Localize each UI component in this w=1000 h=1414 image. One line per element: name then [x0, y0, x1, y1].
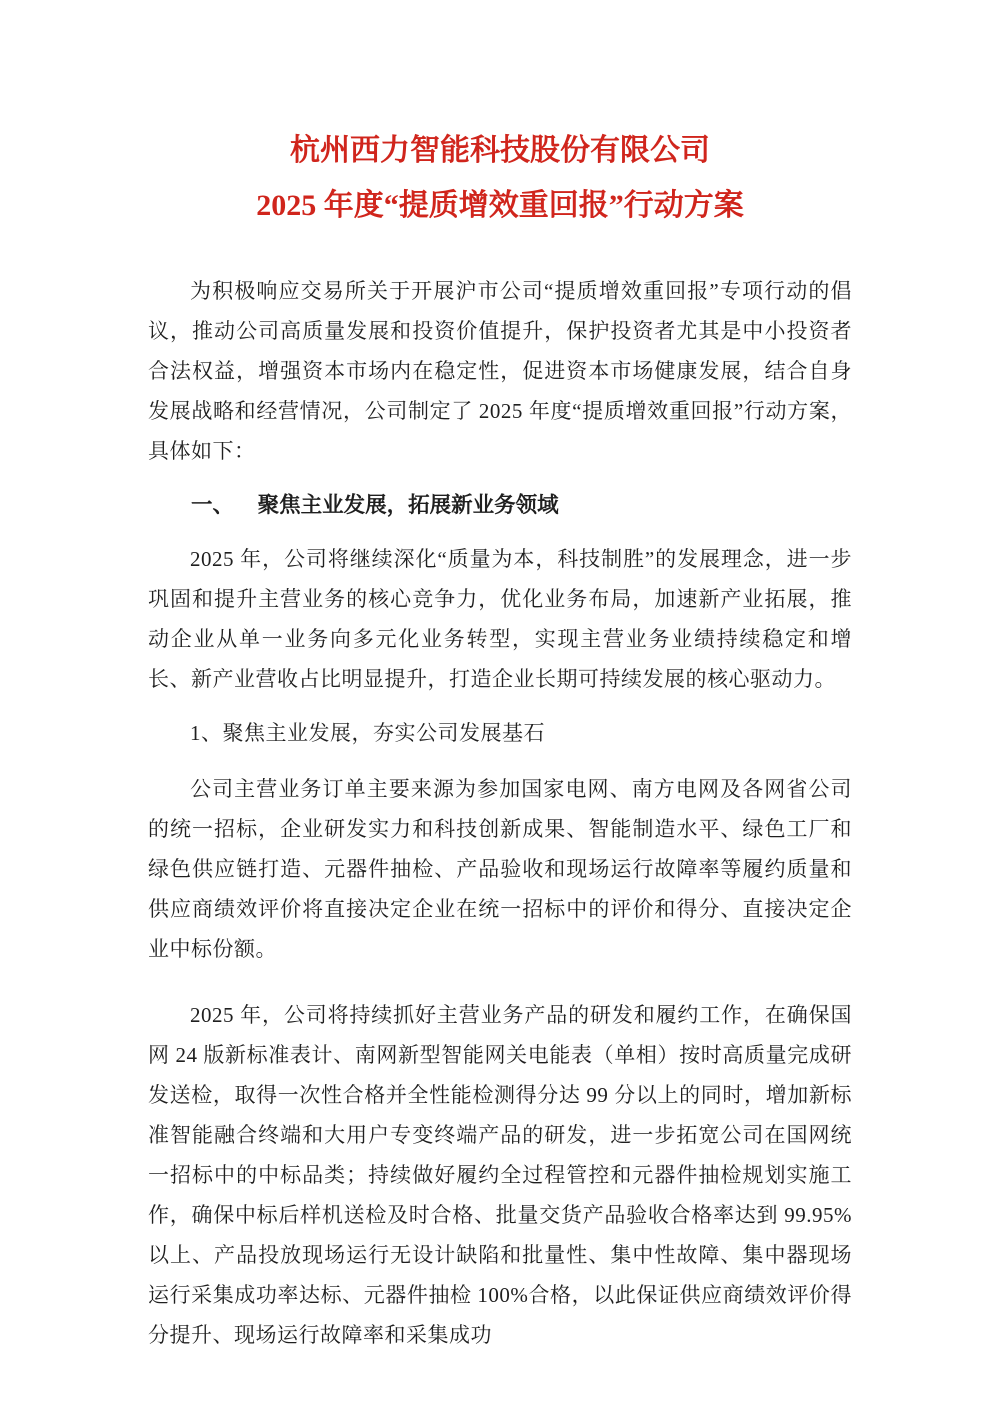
section-1-number: 一、 — [191, 493, 235, 517]
section-1-paragraph: 2025 年，公司将继续深化“质量为本，科技制胜”的发展理念，进一步巩固和提升主营业务的核心竞争力，优化业务布局，加速新产业拓展，推动企业从单一业务向多元化业务转型，实现主营业务业绩持续稳定和增长、新产业营收占比明显提升，打造企业长期可持续发展的核心驱动力。 — [148, 547, 852, 691]
subsection-1-paragraph-1: 公司主营业务订单主要来源为参加国家电网、南方电网及各网省公司的统一招标，企业研发实力和科技创新成果、智能制造水平、绿色工厂和绿色供应链打造、元器件抽检、产品验收和现场运行故障率等履约质量和供应商绩效评价将直接决定企业在统一招标中的评价和得分、直接决定企业中标份额。 — [148, 777, 852, 961]
section-1-title: 聚焦主业发展，拓展新业务领域 — [257, 493, 559, 517]
document-title-line1: 杭州西力智能科技股份有限公司 — [290, 134, 710, 167]
section-1-heading — [148, 485, 852, 525]
subsection-1-heading: 1、聚焦主业发展，夯实公司发展基石 — [190, 721, 545, 745]
subsection-1-paragraph-2: 2025 年，公司将持续抓好主营业务产品的研发和履约工作，在确保国网 24 版新标准表计、南网新型智能网关电能表（单相）按时高质量完成研发送检，取得一次性合格并全性能检测得分达 99 分以上的同时，增加新标准智能融合终端和大用户专变终端产品的研发，进一步拓宽公司在国网统一招标中的中标品类；持续做好履约全过程管控和元器件抽检规划实施工作，确保中标后样机送检及时合格、批量交货产品验收合格率达到 99.95%以上、产品投放现场运行无设计缺陷和批量性、集中性故障、集中器现场运行采集成功率达标、元器件抽检 100%合格，以此保证供应商绩效评价得分提升、现场运行故障率和采集成功 — [148, 1003, 852, 1347]
document-title-line2: 2025 年度“提质增效重回报”行动方案 — [256, 189, 744, 222]
intro-paragraph: 为积极响应交易所关于开展沪市公司“提质增效重回报”专项行动的倡议，推动公司高质量发展和投资价值提升，保护投资者尤其是中小投资者合法权益，增强资本市场内在稳定性，促进资本市场健康发展，结合自身发展战略和经营情况，公司制定了 2025 年度“提质增效重回报”行动方案，具体如下： — [148, 279, 852, 463]
